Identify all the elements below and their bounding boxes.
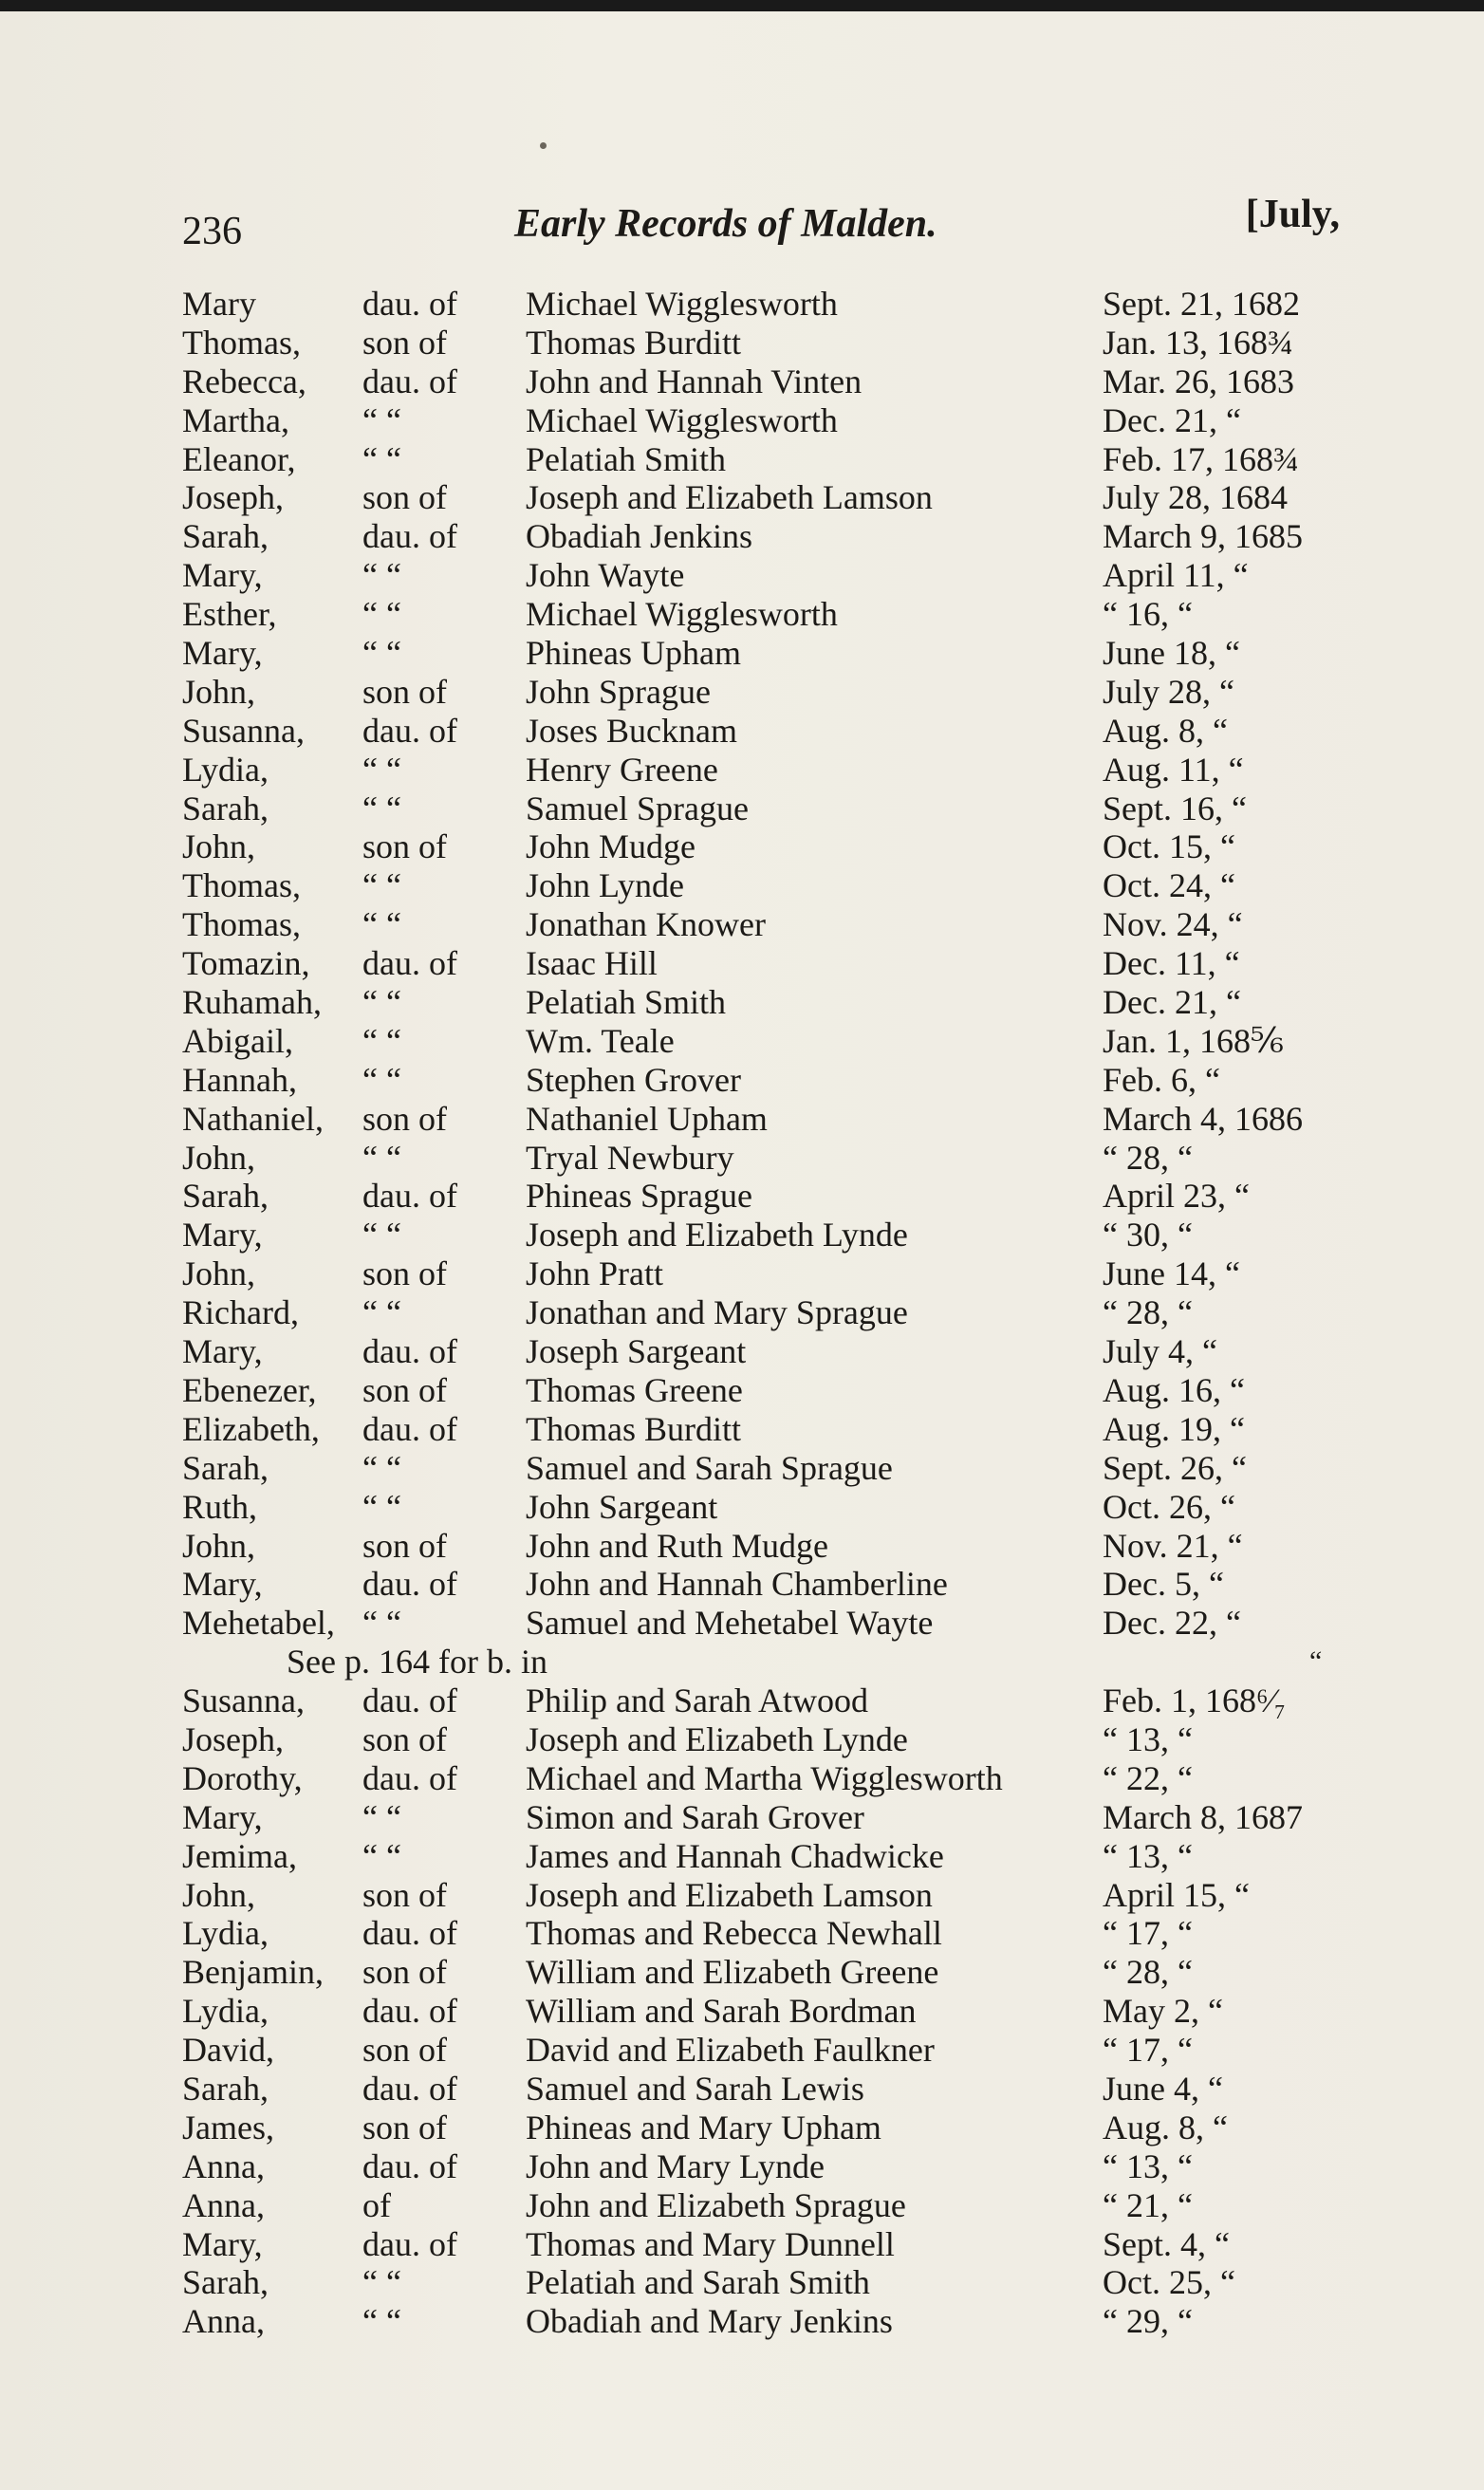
- parents: Joseph and Elizabeth Lamson: [526, 478, 933, 517]
- birth-date: Aug. 8, “: [1103, 711, 1228, 750]
- parents: Thomas Burditt: [526, 1409, 741, 1448]
- parents: John Pratt: [526, 1254, 664, 1293]
- birth-date: Nov. 21, “: [1103, 1526, 1243, 1565]
- birth-records-list: [182, 285, 1359, 2341]
- parents: Thomas and Rebecca Newhall: [526, 1914, 942, 1953]
- birth-date: Aug. 11, “: [1103, 750, 1244, 789]
- parents: William and Sarah Bordman: [526, 1992, 917, 2031]
- record-row: [182, 2302, 1359, 2341]
- record-row: [182, 866, 1359, 905]
- record-row: [182, 1022, 1359, 1061]
- child-name: Benjamin,: [182, 1953, 324, 1992]
- relation: “ “: [362, 556, 401, 595]
- birth-date: “ 13, “: [1103, 2146, 1193, 2185]
- child-name: Thomas,: [182, 323, 301, 362]
- relation: “ “: [362, 983, 401, 1022]
- birth-date: “ 21, “: [1103, 2185, 1193, 2224]
- relation: “ “: [362, 1448, 401, 1487]
- birth-date: “ 17, “: [1103, 2031, 1193, 2070]
- relation: dau. of: [362, 1758, 457, 1797]
- child-name: Mary,: [182, 2224, 263, 2263]
- relation: dau. of: [362, 1332, 457, 1371]
- child-name: John,: [182, 672, 256, 711]
- record-row: [182, 595, 1359, 634]
- relation: “ “: [362, 750, 401, 789]
- relation: “ “: [362, 595, 401, 634]
- birth-date: “ 13, “: [1103, 1719, 1193, 1758]
- parents: John and Hannah Vinten: [526, 362, 863, 400]
- parents: John Wayte: [526, 556, 685, 595]
- birth-date: March 4, 1686: [1103, 1099, 1303, 1138]
- child-name: Sarah,: [182, 789, 269, 827]
- birth-date: Jan. 1, 168⅚: [1103, 1021, 1284, 1060]
- birth-date: Dec. 22, “: [1103, 1604, 1241, 1643]
- parents: Samuel Sprague: [526, 789, 749, 827]
- parents: Samuel and Mehetabel Wayte: [526, 1604, 934, 1643]
- child-name: Susanna,: [182, 711, 305, 750]
- birth-date: “ 28, “: [1103, 1293, 1193, 1332]
- birth-date: Dec. 11, “: [1103, 944, 1240, 983]
- child-name: Mary,: [182, 1332, 263, 1371]
- parents: Joseph Sargeant: [526, 1332, 747, 1371]
- child-name: Ebenezer,: [182, 1370, 317, 1409]
- parents: Michael Wigglesworth: [526, 285, 838, 323]
- record-row: [182, 1720, 1359, 1759]
- parents: John Lynde: [526, 866, 684, 905]
- birth-date: Dec. 5, “: [1103, 1565, 1224, 1604]
- birth-date: June 14, “: [1103, 1254, 1240, 1293]
- birth-date: “ 28, “: [1103, 1138, 1193, 1177]
- parents: John and Hannah Chamberline: [526, 1565, 948, 1604]
- record-row: [182, 1759, 1359, 1798]
- record-row: [182, 1604, 1359, 1643]
- relation: son of: [362, 1254, 447, 1293]
- record-row: [182, 2225, 1359, 2264]
- birth-date: Aug. 19, “: [1103, 1409, 1245, 1448]
- relation: “ “: [362, 439, 401, 478]
- child-name: John,: [182, 827, 256, 866]
- parents: William and Elizabeth Greene: [526, 1953, 939, 1992]
- relation: “ “: [362, 1604, 401, 1643]
- record-row: [182, 440, 1359, 479]
- relation: dau. of: [362, 2224, 457, 2263]
- relation: “ “: [362, 1060, 401, 1099]
- record-row: [182, 905, 1359, 944]
- child-name: Thomas,: [182, 905, 301, 944]
- birth-date: Sept. 16, “: [1103, 789, 1247, 827]
- child-name: Lydia,: [182, 1992, 269, 2031]
- child-name: Ruth,: [182, 1487, 258, 1526]
- birth-date: “ 17, “: [1103, 1914, 1193, 1953]
- record-row: [182, 673, 1359, 712]
- parents: Samuel and Sarah Sprague: [526, 1448, 893, 1487]
- page-header: [182, 192, 1340, 258]
- relation: dau. of: [362, 1409, 457, 1448]
- birth-date: “ 22, “: [1103, 1758, 1193, 1797]
- relation: dau. of: [362, 2146, 457, 2185]
- child-name: Anna,: [182, 2302, 265, 2341]
- relation: son of: [362, 1526, 447, 1565]
- parents: Jonathan and Mary Sprague: [526, 1293, 908, 1332]
- relation: son of: [362, 1370, 447, 1409]
- parents: John and Ruth Mudge: [526, 1526, 828, 1565]
- relation: dau. of: [362, 1177, 457, 1216]
- child-name: Rebecca,: [182, 362, 306, 400]
- record-row: [182, 1682, 1359, 1720]
- child-name: Richard,: [182, 1293, 299, 1332]
- relation: “ “: [362, 634, 401, 673]
- relation: “ “: [362, 789, 401, 827]
- parents: Pelatiah and Sarah Smith: [526, 2263, 870, 2302]
- parents: Thomas Greene: [526, 1370, 743, 1409]
- child-name: Martha,: [182, 400, 289, 439]
- relation: “ “: [362, 400, 401, 439]
- child-name: Lydia,: [182, 750, 269, 789]
- child-name: Mary,: [182, 1565, 263, 1604]
- relation: dau. of: [362, 1914, 457, 1953]
- relation: son of: [362, 827, 447, 866]
- child-name: Sarah,: [182, 517, 269, 556]
- record-row: [182, 556, 1359, 595]
- birth-date: “ 16, “: [1103, 595, 1193, 634]
- child-name: John,: [182, 1526, 256, 1565]
- relation: son of: [362, 478, 447, 517]
- child-name: Nathaniel,: [182, 1099, 324, 1138]
- parents: Phineas and Mary Upham: [526, 2108, 881, 2146]
- record-row: [182, 1565, 1359, 1604]
- birth-date: Aug. 8, “: [1103, 2108, 1228, 2146]
- relation: dau. of: [362, 362, 457, 400]
- parents: Phineas Sprague: [526, 1177, 752, 1216]
- birth-date: July 4, “: [1103, 1332, 1217, 1371]
- print-speck: [540, 142, 547, 149]
- record-row: [182, 1488, 1359, 1527]
- child-name: Thomas,: [182, 866, 301, 905]
- parents: Thomas and Mary Dunnell: [526, 2224, 895, 2263]
- record-row: [182, 1876, 1359, 1915]
- birth-date: April 11, “: [1103, 556, 1249, 595]
- birth-date: July 28, “: [1103, 672, 1234, 711]
- relation: “ “: [362, 1216, 401, 1254]
- parents: Wm. Teale: [526, 1021, 675, 1060]
- record-row: [182, 324, 1359, 362]
- record-row: [182, 1410, 1359, 1449]
- birth-date: “ 13, “: [1103, 1836, 1193, 1875]
- record-row: [182, 285, 1359, 324]
- parents: John and Elizabeth Sprague: [526, 2185, 906, 2224]
- child-name: Anna,: [182, 2146, 265, 2185]
- record-row: [182, 517, 1359, 556]
- child-name: Dorothy,: [182, 1758, 303, 1797]
- record-row: [182, 1332, 1359, 1371]
- parents: David and Elizabeth Faulkner: [526, 2031, 935, 2070]
- child-name: Tomazin,: [182, 944, 310, 983]
- parents: Pelatiah Smith: [526, 983, 726, 1022]
- parents: John and Mary Lynde: [526, 2146, 825, 2185]
- birth-date: “ 30, “: [1103, 1216, 1193, 1254]
- parents: Joseph and Elizabeth Lynde: [526, 1216, 908, 1254]
- record-row: [182, 2031, 1359, 2070]
- child-name: John,: [182, 1138, 256, 1177]
- relation: son of: [362, 1719, 447, 1758]
- relation: “ “: [362, 1797, 401, 1836]
- record-row: [182, 401, 1359, 440]
- child-name: James,: [182, 2108, 274, 2146]
- parents: Isaac Hill: [526, 944, 658, 983]
- relation: “ “: [362, 905, 401, 944]
- relation: dau. of: [362, 1565, 457, 1604]
- relation: “ “: [362, 1021, 401, 1060]
- child-name: Lydia,: [182, 1914, 269, 1953]
- child-name: John,: [182, 1875, 256, 1914]
- birth-date: April 15, “: [1103, 1875, 1250, 1914]
- birth-date: Dec. 21, “: [1103, 983, 1241, 1022]
- birth-date: “ 28, “: [1103, 1953, 1193, 1992]
- cross-reference-note: [182, 1643, 1359, 1682]
- record-row: [182, 1216, 1359, 1254]
- running-title: Early Records of Malden.: [514, 202, 937, 246]
- relation: “ “: [362, 1836, 401, 1875]
- record-row: [182, 1914, 1359, 1953]
- parents: Pelatiah Smith: [526, 439, 726, 478]
- record-row: [182, 1798, 1359, 1837]
- birth-date: June 4, “: [1103, 2069, 1223, 2108]
- record-row: [182, 751, 1359, 790]
- child-name: Anna,: [182, 2185, 265, 2224]
- birth-date: Oct. 15, “: [1103, 827, 1235, 866]
- child-name: Sarah,: [182, 2069, 269, 2108]
- relation: son of: [362, 1099, 447, 1138]
- record-row: [182, 983, 1359, 1022]
- parents: John Sprague: [526, 672, 711, 711]
- page-number: 236: [182, 210, 242, 253]
- birth-date: Feb. 6, “: [1103, 1060, 1220, 1099]
- record-row: [182, 790, 1359, 828]
- parents: Michael Wigglesworth: [526, 400, 838, 439]
- parents: Stephen Grover: [526, 1060, 741, 1099]
- relation: “ “: [362, 2263, 401, 2302]
- birth-date: March 9, 1685: [1103, 517, 1303, 556]
- record-row: [182, 1177, 1359, 1216]
- birth-date: June 18, “: [1103, 634, 1240, 673]
- child-name: Abigail,: [182, 1021, 293, 1060]
- parents: Henry Greene: [526, 750, 718, 789]
- parents: Philip and Sarah Atwood: [526, 1682, 868, 1720]
- parents: Obadiah and Mary Jenkins: [526, 2302, 893, 2341]
- relation: “ “: [362, 1293, 401, 1332]
- relation: son of: [362, 1953, 447, 1992]
- record-row: [182, 1371, 1359, 1410]
- record-row: [182, 1953, 1359, 1992]
- parents: Michael and Martha Wigglesworth: [526, 1758, 1003, 1797]
- child-name: Eleanor,: [182, 439, 296, 478]
- record-row: [182, 2109, 1359, 2147]
- birth-date: Sept. 4, “: [1103, 2224, 1230, 2263]
- child-name: Sarah,: [182, 1448, 269, 1487]
- birth-date: Oct. 26, “: [1103, 1487, 1235, 1526]
- record-row: [182, 1992, 1359, 2031]
- record-row: [182, 1837, 1359, 1876]
- parents: Simon and Sarah Grover: [526, 1797, 864, 1836]
- birth-date: Aug. 16, “: [1103, 1370, 1245, 1409]
- relation: son of: [362, 323, 447, 362]
- child-name: Jemima,: [182, 1836, 297, 1875]
- child-name: John,: [182, 1254, 256, 1293]
- child-name: Esther,: [182, 595, 277, 634]
- parents: Joses Bucknam: [526, 711, 737, 750]
- birth-date: March 8, 1687: [1103, 1797, 1303, 1836]
- record-row: [182, 478, 1359, 517]
- child-name: Mary,: [182, 634, 263, 673]
- relation: dau. of: [362, 944, 457, 983]
- record-row: [182, 1139, 1359, 1178]
- section-marker: [July,: [1245, 193, 1340, 236]
- parents: Joseph and Elizabeth Lamson: [526, 1875, 933, 1914]
- child-name: Mehetabel,: [182, 1604, 335, 1643]
- note-text: See p. 164 for b. in: [287, 1643, 547, 1682]
- child-name: Joseph,: [182, 478, 284, 517]
- child-name: David,: [182, 2031, 274, 2070]
- record-row: [182, 2263, 1359, 2302]
- record-row: [182, 1254, 1359, 1293]
- birth-date: July 28, 1684: [1103, 478, 1289, 517]
- birth-date: Oct. 24, “: [1103, 866, 1235, 905]
- relation: son of: [362, 2031, 447, 2070]
- record-row: [182, 1100, 1359, 1139]
- birth-date: Oct. 25, “: [1103, 2263, 1235, 2302]
- child-name: Joseph,: [182, 1719, 284, 1758]
- record-row: [182, 1061, 1359, 1100]
- parents: Samuel and Sarah Lewis: [526, 2069, 864, 2108]
- record-row: [182, 634, 1359, 673]
- birth-date: Feb. 17, 168¾: [1103, 439, 1299, 478]
- birth-date: Nov. 24, “: [1103, 905, 1243, 944]
- birth-date: “ 29, “: [1103, 2302, 1193, 2341]
- birth-date: Dec. 21, “: [1103, 400, 1241, 439]
- record-row: [182, 1527, 1359, 1566]
- relation: “ “: [362, 866, 401, 905]
- parents: John Sargeant: [526, 1487, 718, 1526]
- parents: Tryal Newbury: [526, 1138, 734, 1177]
- record-row: [182, 2147, 1359, 2186]
- child-name: Ruhamah,: [182, 983, 322, 1022]
- parents: Jonathan Knower: [526, 905, 766, 944]
- parents: Phineas Upham: [526, 634, 741, 673]
- birth-date: Sept. 26, “: [1103, 1448, 1247, 1487]
- record-row: [182, 1449, 1359, 1488]
- record-row: [182, 827, 1359, 866]
- relation: “ “: [362, 2302, 401, 2341]
- parents: Thomas Burditt: [526, 323, 741, 362]
- birth-date: Sept. 21, 1682: [1103, 285, 1301, 323]
- child-name: Mary,: [182, 1216, 263, 1254]
- child-name: Sarah,: [182, 1177, 269, 1216]
- child-name: Mary: [182, 285, 256, 323]
- ditto-mark: “: [1309, 1645, 1323, 1678]
- birth-date: Feb. 1, 168⁶⁄₇: [1103, 1682, 1287, 1720]
- child-name: Sarah,: [182, 2263, 269, 2302]
- relation: dau. of: [362, 711, 457, 750]
- parents: Joseph and Elizabeth Lynde: [526, 1719, 908, 1758]
- parents: John Mudge: [526, 827, 696, 866]
- relation: dau. of: [362, 285, 457, 323]
- relation: dau. of: [362, 1992, 457, 2031]
- relation: dau. of: [362, 1682, 457, 1720]
- child-name: Mary,: [182, 556, 263, 595]
- scan-top-border: [0, 0, 1484, 11]
- child-name: Hannah,: [182, 1060, 297, 1099]
- parents: Nathaniel Upham: [526, 1099, 768, 1138]
- relation: dau. of: [362, 517, 457, 556]
- relation: “ “: [362, 1138, 401, 1177]
- child-name: Susanna,: [182, 1682, 305, 1720]
- relation: of: [362, 2185, 391, 2224]
- birth-date: April 23, “: [1103, 1177, 1250, 1216]
- relation: son of: [362, 672, 447, 711]
- record-row: [182, 1293, 1359, 1332]
- relation: “ “: [362, 1487, 401, 1526]
- birth-date: Mar. 26, 1683: [1103, 362, 1294, 400]
- parents: Obadiah Jenkins: [526, 517, 752, 556]
- parents: James and Hannah Chadwicke: [526, 1836, 944, 1875]
- parents: Michael Wigglesworth: [526, 595, 838, 634]
- relation: dau. of: [362, 2069, 457, 2108]
- record-row: [182, 2070, 1359, 2109]
- birth-date: Jan. 13, 168¾: [1103, 323, 1293, 362]
- record-row: [182, 712, 1359, 751]
- child-name: Mary,: [182, 1797, 263, 1836]
- birth-date: May 2, “: [1103, 1992, 1223, 2031]
- child-name: Elizabeth,: [182, 1409, 320, 1448]
- relation: son of: [362, 1875, 447, 1914]
- record-row: [182, 362, 1359, 401]
- record-row: [182, 2186, 1359, 2225]
- book-page: [0, 11, 1484, 2490]
- relation: son of: [362, 2108, 447, 2146]
- record-row: [182, 944, 1359, 983]
